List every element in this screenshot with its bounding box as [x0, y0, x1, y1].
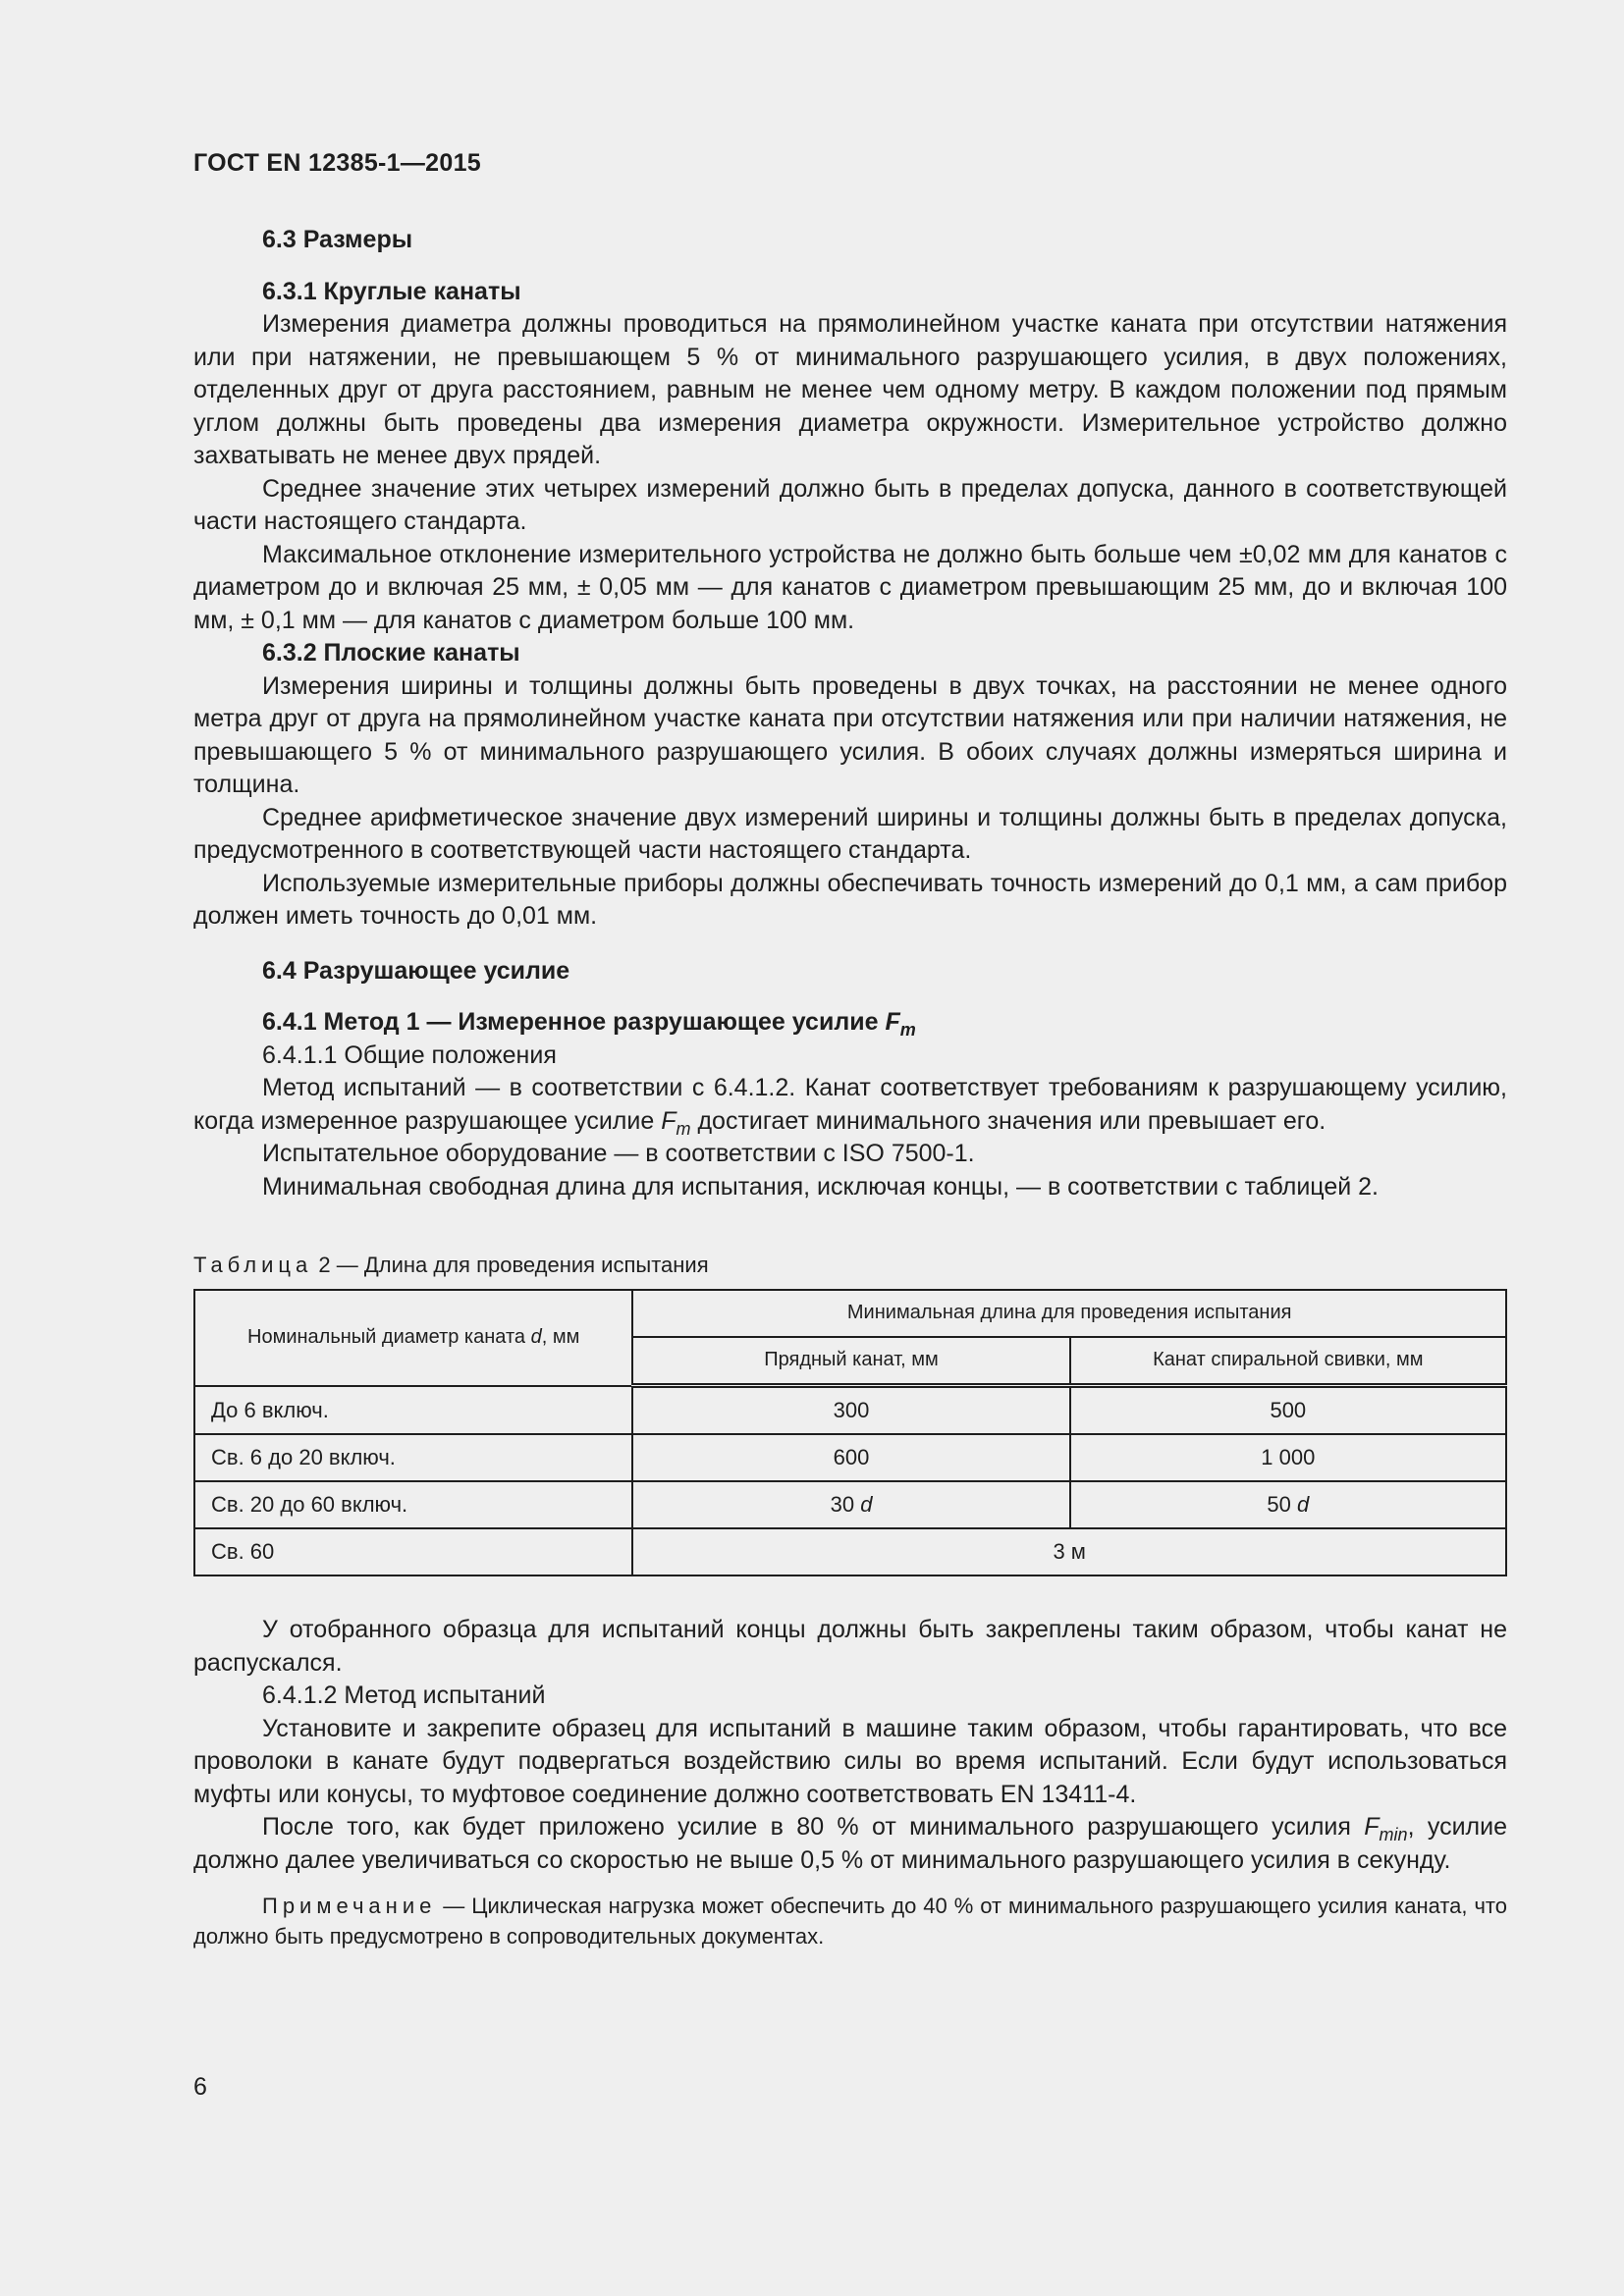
table-row — [194, 1528, 1506, 1575]
table-cell: До 6 включ. — [194, 1386, 632, 1435]
table-cell: Св. 6 до 20 включ. — [194, 1434, 632, 1481]
table-cell: 300 — [632, 1386, 1069, 1435]
table-cell: 50 d — [1070, 1481, 1506, 1528]
paragraph: Минимальная свободная длина для испытания, исключая концы, — в соответствии с таблицей 2. — [262, 1172, 1379, 1201]
table-cell: Св. 60 — [194, 1528, 632, 1575]
section-6-3-2-title: 6.3.2 Плоские канаты — [262, 639, 520, 667]
table-header-diameter: Номинальный диаметр каната d, мм — [194, 1290, 632, 1386]
table-cell: 500 — [1070, 1386, 1506, 1435]
paragraph: Метод испытаний — в соответствии с 6.4.1.2. Канат соответствует требованиям к разрушающему усилию, когда измеренное разрушающее усилие $F_m$ достигает минимального значения или превышает его. — [193, 1074, 1507, 1139]
table-cell-merged: 3 м — [632, 1528, 1506, 1575]
paragraph: Испытательное оборудование — в соответствии с ISO 7500-1. — [262, 1140, 975, 1167]
paragraph: У отобранного образца для испытаний концы должны быть закреплены таким образом, чтобы канат не распускался. — [193, 1616, 1507, 1677]
paragraph: Среднее арифметическое значение двух измерений ширины и толщины должны быть в пределах допуска, предусмотренного в соответствующей части настоящего стандарта. — [193, 803, 1507, 864]
section-6-3-title: 6.3 Размеры — [262, 226, 413, 253]
table-caption: Таблица 2 — Длина для проведения испытания — [193, 1253, 709, 1277]
table-cell: 1 000 — [1070, 1434, 1506, 1481]
page-number: 6 — [193, 2073, 207, 2101]
length-table — [193, 1289, 1507, 1576]
table-header-group: Минимальная длина для проведения испытания — [632, 1290, 1506, 1337]
note: Примечание — Циклическая нагрузка может обеспечить до 40 % от минимального разрушающего усилия каната, что должно быть предусмотрено в сопроводительных документах. — [193, 1894, 1507, 1949]
paragraph: Используемые измерительные приборы должны обеспечивать точность измерений до 0,1 мм, а сам прибор должен иметь точность до 0,01 мм. — [193, 869, 1507, 930]
document-body — [193, 224, 1507, 1951]
paragraph: После того, как будет приложено усилие в 80 % от минимального разрушающего усилия $F_{min}$, усилие должно далее увеличиваться со скоростью не выше 0,5 % от минимального разрушающего усилия в секунду. — [193, 1813, 1507, 1874]
section-6-4-1-1-title: 6.4.1.1 Общие положения — [262, 1041, 557, 1069]
table-header-spiral: Канат спиральной свивки, мм — [1070, 1337, 1506, 1386]
section-6-3-1-title: 6.3.1 Круглые канаты — [262, 277, 521, 305]
paragraph: Максимальное отклонение измерительного устройства не должно быть больше чем ±0,02 мм для канатов с диаметром до и включая 25 мм, ± 0,05 мм — для канатов с диаметром превышающим 25 мм, до и включая 100 мм, ± 0,1 мм — для канатов с диаметром больше 100 мм. — [193, 540, 1507, 634]
table-row — [194, 1434, 1506, 1481]
paragraph: Среднее значение этих четырех измерений должно быть в пределах допуска, данного в соответствующей части настоящего стандарта. — [193, 474, 1507, 535]
table-header-strand: Прядный канат, мм — [632, 1337, 1069, 1386]
paragraph: Измерения ширины и толщины должны быть проведены в двух точках, на расстоянии не менее одного метра друг от друга на прямолинейном участке каната при отсутствии натяжения или при наличии натяжения, не превышающего 5 % от минимального разрушающего усилия. В обоих случаях должны измеряться ширина и толщина. — [193, 671, 1507, 798]
table-cell: Св. 20 до 60 включ. — [194, 1481, 632, 1528]
document-header: ГОСТ EN 12385-1—2015 — [193, 149, 481, 177]
paragraph: Установите и закрепите образец для испытаний в машине таким образом, чтобы гарантировать, что все проволоки в канате будут подвергаться воздействию силы во время испытаний. Если будут использоваться муфты или конусы, то муфтовое соединение должно соответствовать EN 13411-4. — [193, 1714, 1507, 1808]
table-row — [194, 1386, 1506, 1435]
section-6-4-1-2-title: 6.4.1.2 Метод испытаний — [262, 1682, 546, 1709]
section-6-4-1-title: 6.4.1 Метод 1 — Измеренное разрушающее усилие $F_m$ — [262, 1008, 916, 1040]
paragraph: Измерения диаметра должны проводиться на прямолинейном участке каната при отсутствии натяжения или при натяжении, не превышающем 5 % от минимального разрушающего усилия, в двух положениях, отделенных друг от друга расстоянием, равным не менее чем одному метру. В каждом положении под прямым углом должны быть проведены два измерения диаметра окружности. Измерительное устройство должно захватывать не менее двух прядей. — [193, 310, 1507, 469]
table-cell: 30 d — [632, 1481, 1069, 1528]
table-cell: 600 — [632, 1434, 1069, 1481]
table-row — [194, 1481, 1506, 1528]
section-6-4-title: 6.4 Разрушающее усилие — [262, 956, 570, 985]
